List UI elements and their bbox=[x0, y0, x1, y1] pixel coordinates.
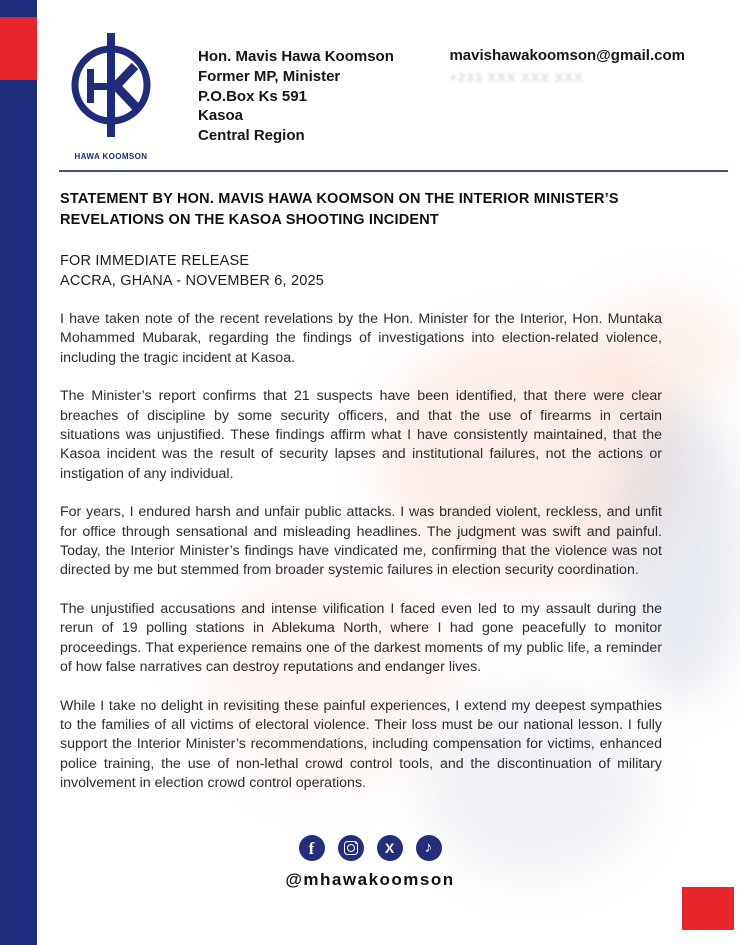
bottom-right-red-block bbox=[682, 887, 734, 930]
statement-paragraph: The unjustified accusations and intense vilification I faced even led to my assault during the rerun of 19 polling stations in Ablekuma North, where I had gone peacefully to monitor proceedings. That experience remains one of the darkest moments of my public life, a reminder of how false narratives can destroy reputations and endanger lives. bbox=[60, 600, 662, 676]
statement-paragraph: I have taken note of the recent revelations by the Hon. Minister for the Interior, Hon. Muntaka Mohammed Mubarak, regarding the findings of investigations into election-related violence, including the tragic incident at Kasoa. bbox=[60, 311, 662, 366]
footer bbox=[0, 835, 740, 890]
header-divider bbox=[59, 170, 728, 172]
dateline: ACCRA, GHANA - NOVEMBER 6, 2025 bbox=[60, 273, 325, 289]
statement-paragraph: While I take no delight in revisiting these painful experiences, I extend my deepest sympathies to the families of all victims of electoral violence. Their loss must be our national lesson. I fully support the Interior Minister’s recommendations, including compensation for victims, enhanced police training, the use of non-lethal crowd control tools, and the discontinuation of military involvement in election crowd control operations. bbox=[60, 697, 662, 792]
statement-paragraph: The Minister’s report confirms that 21 suspects have been identified, that there were clear breaches of discipline by some security officers, and that the use of firearms in certain situations was unjustified. These findings affirm what I have consistently maintained, that the Kasoa incident was the result of security lapses and institutional failures, not the actions or instigation of any individual. bbox=[60, 388, 662, 482]
contact-block bbox=[198, 33, 394, 146]
instagram-glyph bbox=[344, 841, 358, 855]
contact-line-title: Former MP, Minister bbox=[198, 67, 341, 85]
statement-paragraph: For years, I endured harsh and unfair public attacks. I was branded violent, reckless, and unfit for office through sensational and misleading headlines. The judgment was swift and painful. Today, the Interior Minister’s findings have vindicated me, confirming that the violence was not directed by me but stemmed from broader systemic failures in election security coordination. bbox=[60, 504, 662, 579]
contact-line-pobox: P.O.Box Ks 591 bbox=[198, 87, 307, 105]
hk-logo bbox=[60, 33, 162, 161]
stripe-navy-top bbox=[0, 0, 37, 17]
faded-phone-number: +233 XXX XXX XXX bbox=[449, 70, 584, 85]
release-line: FOR IMMEDIATE RELEASE bbox=[60, 253, 250, 269]
contact-line-region: Central Region bbox=[198, 127, 305, 145]
tiktok-glyph: ♪ bbox=[424, 838, 433, 856]
stripe-red-segment bbox=[0, 17, 37, 80]
statement-body bbox=[60, 310, 662, 794]
logo-caption: HAWA KOOMSON bbox=[74, 152, 148, 161]
facebook-glyph: f bbox=[308, 839, 315, 859]
contact-line-town: Kasoa bbox=[198, 107, 244, 125]
tiktok-icon bbox=[416, 835, 442, 861]
letterhead-right bbox=[449, 33, 685, 85]
facebook-icon bbox=[299, 835, 325, 861]
email-address: mavishawakoomson@gmail.com bbox=[449, 47, 685, 64]
social-icons-row bbox=[0, 835, 740, 861]
contact-line-name: Hon. Mavis Hawa Koomson bbox=[198, 48, 394, 65]
instagram-icon bbox=[338, 835, 364, 861]
social-handle: @mhawakoomson bbox=[285, 869, 455, 889]
letterhead bbox=[60, 33, 685, 161]
statement-title: STATEMENT BY HON. MAVIS HAWA KOOMSON ON THE INTERIOR MINISTER’S REVELATIONS ON THE KASOA SHOOTING INCIDENT bbox=[60, 191, 619, 228]
x-glyph: X bbox=[384, 839, 395, 856]
left-accent-stripe bbox=[0, 0, 37, 945]
x-twitter-icon bbox=[377, 835, 403, 861]
release-block bbox=[60, 251, 680, 291]
hk-monogram-icon bbox=[60, 33, 162, 145]
stripe-navy-bottom bbox=[0, 80, 37, 945]
